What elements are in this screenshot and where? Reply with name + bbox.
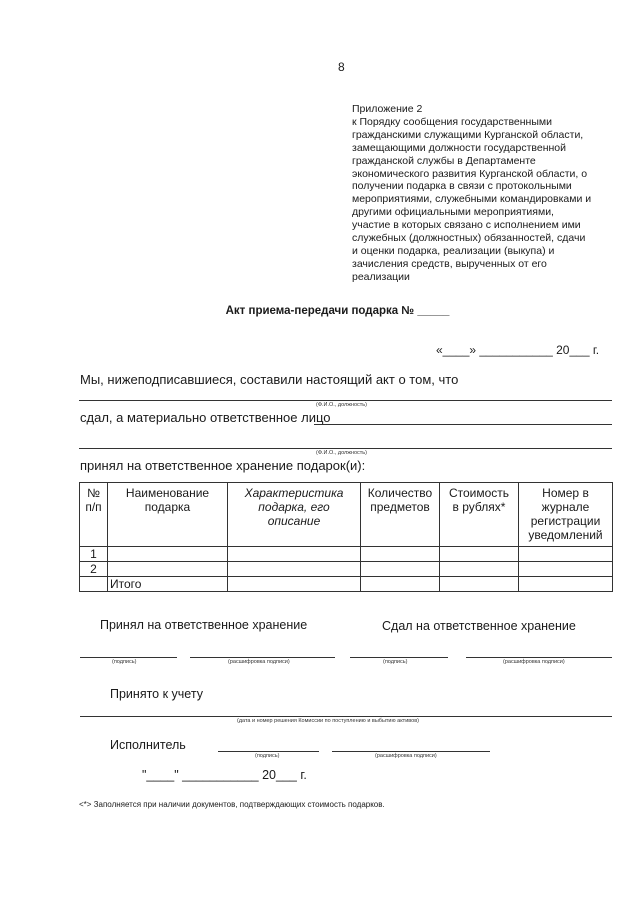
document-date: «____» ___________ 20___ г. bbox=[436, 343, 600, 357]
header-journal-number bbox=[519, 483, 613, 547]
appendix-line: другими официальными мероприятиями, bbox=[352, 206, 554, 219]
table-cell bbox=[361, 562, 440, 577]
executor-decode-caption: (расшифровка подписи) bbox=[375, 753, 437, 759]
appendix-line: гражданской службы в Департаменте bbox=[352, 154, 536, 167]
appendix-line: замещающими должности государственной bbox=[352, 141, 566, 154]
table-row bbox=[80, 547, 613, 562]
header-line: предметов bbox=[370, 500, 430, 514]
header-line: Стоимость bbox=[448, 486, 510, 500]
header-quantity bbox=[361, 483, 440, 547]
header-line: журнале bbox=[541, 500, 590, 514]
executor-sign-line bbox=[218, 751, 319, 752]
executor-decode-line bbox=[332, 751, 490, 752]
table-cell bbox=[228, 577, 361, 592]
table-cell bbox=[440, 562, 519, 577]
commission-line bbox=[80, 716, 612, 717]
table-cell: 2 bbox=[80, 562, 108, 577]
commission-caption: (дата и номер решения Комиссии по поступлению и выбытию активов) bbox=[237, 718, 419, 724]
handed-over-text: сдал, а материально ответственное лицо bbox=[80, 410, 331, 425]
appendix-line: реализации bbox=[352, 270, 410, 283]
table-cell bbox=[108, 547, 228, 562]
appendix-line: гражданскими служащими Курганской области, bbox=[352, 128, 584, 141]
appendix-line: мероприятиями, служебными командировками и bbox=[352, 193, 592, 206]
header-line: Номер в bbox=[542, 486, 589, 500]
table-row bbox=[80, 562, 613, 577]
appendix-line: Приложение 2 bbox=[352, 103, 423, 115]
appendix-line: зачисления средств, вырученных от его bbox=[352, 257, 547, 270]
responsible-line bbox=[314, 424, 612, 425]
accepted-decode-caption: (расшифровка подписи) bbox=[228, 659, 290, 665]
accepted-decode-line bbox=[190, 657, 335, 658]
page-number: 8 bbox=[338, 60, 345, 74]
gifts-table bbox=[79, 482, 613, 592]
table-cell bbox=[361, 547, 440, 562]
appendix-line: получении подарка в связи с протокольными bbox=[352, 180, 572, 193]
executor-title: Исполнитель bbox=[110, 738, 186, 752]
document-title: Акт приема-передачи подарка № _____ bbox=[225, 305, 450, 317]
header-line: описание bbox=[267, 514, 321, 528]
table-cell bbox=[519, 547, 613, 562]
total-label: Итого bbox=[108, 577, 228, 592]
table-total-row bbox=[80, 577, 613, 592]
handed-decode-caption: (расшифровка подписи) bbox=[503, 659, 565, 665]
footnote: <*> Заполняется при наличии документов, подтверждающих стоимость подарков. bbox=[79, 800, 385, 809]
accepted-storage-text: принял на ответственное хранение подарок(и): bbox=[80, 458, 366, 473]
table-cell: 1 bbox=[80, 547, 108, 562]
table-cell bbox=[108, 562, 228, 577]
executor-sign-caption: (подпись) bbox=[255, 753, 280, 759]
accepted-sign-caption: (подпись) bbox=[112, 659, 137, 665]
header-line: в рублях* bbox=[452, 500, 506, 514]
table-cell bbox=[228, 562, 361, 577]
table-cell bbox=[440, 547, 519, 562]
header-line: Характеристика bbox=[244, 486, 344, 500]
header-line: подарка, его bbox=[258, 500, 330, 514]
header-cost bbox=[440, 483, 519, 547]
handed-sign-line bbox=[350, 657, 448, 658]
fio-line-1 bbox=[79, 400, 612, 401]
handed-title: Сдал на ответственное хранение bbox=[382, 619, 576, 633]
header-line: № bbox=[87, 486, 100, 500]
table-header-row bbox=[80, 483, 613, 547]
header-number bbox=[80, 483, 108, 547]
fio-caption-2: (Ф.И.О., должность) bbox=[316, 450, 367, 456]
appendix-line: участие в которых связано с исполнением ими bbox=[352, 219, 581, 232]
table-cell bbox=[80, 577, 108, 592]
header-line: Количество bbox=[367, 486, 433, 500]
header-line: регистрации bbox=[530, 514, 601, 528]
table-cell bbox=[228, 547, 361, 562]
table-cell bbox=[519, 562, 613, 577]
appendix-header bbox=[352, 103, 624, 284]
executor-date: "____" ___________ 20___ г. bbox=[142, 768, 307, 782]
appendix-line: экономического развития Курганской области, о bbox=[352, 167, 588, 180]
registered-title: Принято к учету bbox=[110, 687, 203, 701]
header-line: подарка bbox=[144, 500, 191, 514]
appendix-line: служебных (должностных) обязанностей, сдачи bbox=[352, 232, 586, 245]
header-line: уведомлений bbox=[528, 528, 603, 542]
accepted-sign-line bbox=[80, 657, 177, 658]
handed-sign-caption: (подпись) bbox=[383, 659, 408, 665]
header-name bbox=[108, 483, 228, 547]
header-description bbox=[228, 483, 361, 547]
header-line: п/п bbox=[85, 500, 102, 514]
accepted-title: Принял на ответственное хранение bbox=[100, 618, 308, 632]
handed-decode-line bbox=[466, 657, 612, 658]
table-cell bbox=[361, 577, 440, 592]
appendix-line: и оценки подарка, реализации (выкупа) и bbox=[352, 244, 555, 257]
appendix-line: к Порядку сообщения государственными bbox=[352, 115, 552, 128]
fio-caption-1: (Ф.И.О., должность) bbox=[316, 402, 367, 408]
fio-line-2 bbox=[79, 448, 612, 449]
header-line: Наименование bbox=[125, 486, 210, 500]
table-cell bbox=[440, 577, 519, 592]
intro-text: Мы, нижеподписавшиеся, составили настоящий акт о том, что bbox=[80, 372, 459, 387]
table-cell bbox=[519, 577, 613, 592]
